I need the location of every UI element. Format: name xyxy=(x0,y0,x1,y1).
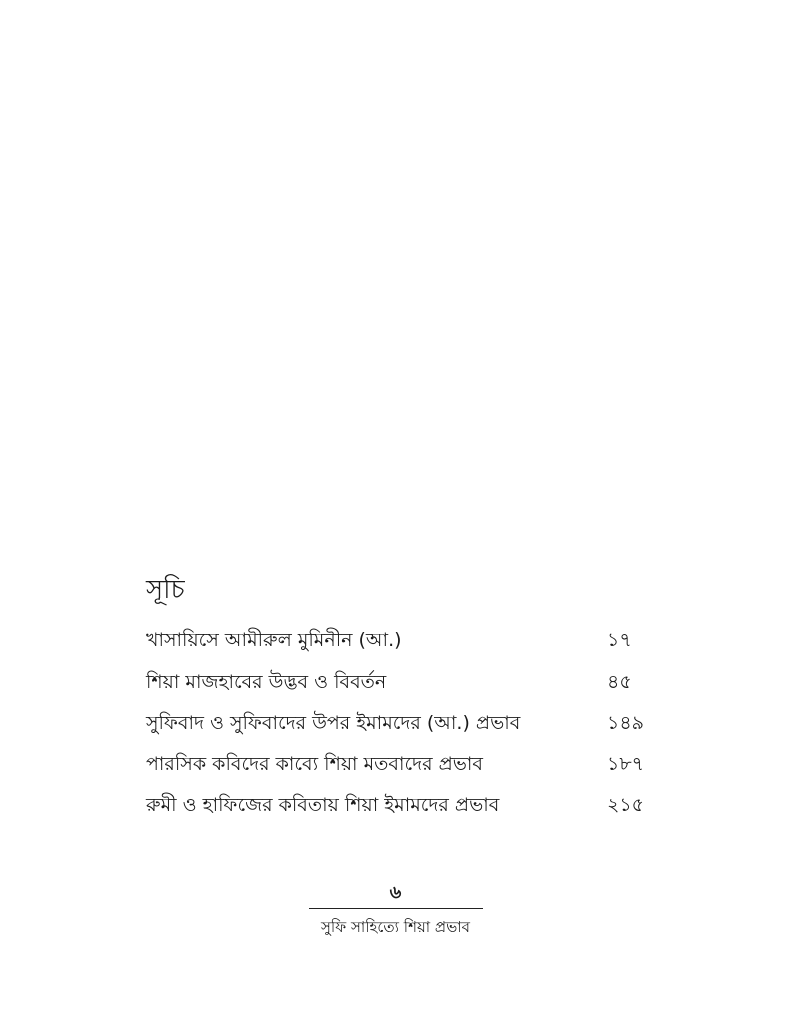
footer-book-title: সুফি সাহিত্যে শিয়া প্রভাব xyxy=(321,918,470,936)
toc-entry xyxy=(146,708,646,738)
toc-entry-page: ১৪৯ xyxy=(607,712,644,734)
page-number: ৬ xyxy=(389,882,402,903)
toc-entry xyxy=(146,625,646,655)
toc-entry xyxy=(146,667,646,697)
footer-divider xyxy=(309,908,483,909)
toc-entry xyxy=(146,790,646,820)
toc-entry-title: শিয়া মাজহাবের উদ্ভব ও বিবর্তন xyxy=(146,671,387,693)
toc-entry-page: ১৮৭ xyxy=(607,753,645,775)
toc-title: সূচি xyxy=(146,575,185,605)
toc-entry-page: ২১৫ xyxy=(607,794,645,816)
toc-entry-page: ১৭ xyxy=(607,629,632,651)
toc-entry-title: রুমী ও হাফিজের কবিতায় শিয়া ইমামদের প্রভাব xyxy=(146,794,500,816)
toc-entry xyxy=(146,749,646,779)
toc-entry-title: সুফিবাদ ও সুফিবাদের উপর ইমামদের (আ.) প্রভাব xyxy=(146,712,521,734)
toc-entry-page: ৪৫ xyxy=(607,671,632,693)
toc-entry-title: পারসিক কবিদের কাব্যে শিয়া মতবাদের প্রভাব xyxy=(146,753,483,775)
toc-entry-title: খাসায়িসে আমীরুল মুমিনীন (আ.) xyxy=(146,629,402,651)
